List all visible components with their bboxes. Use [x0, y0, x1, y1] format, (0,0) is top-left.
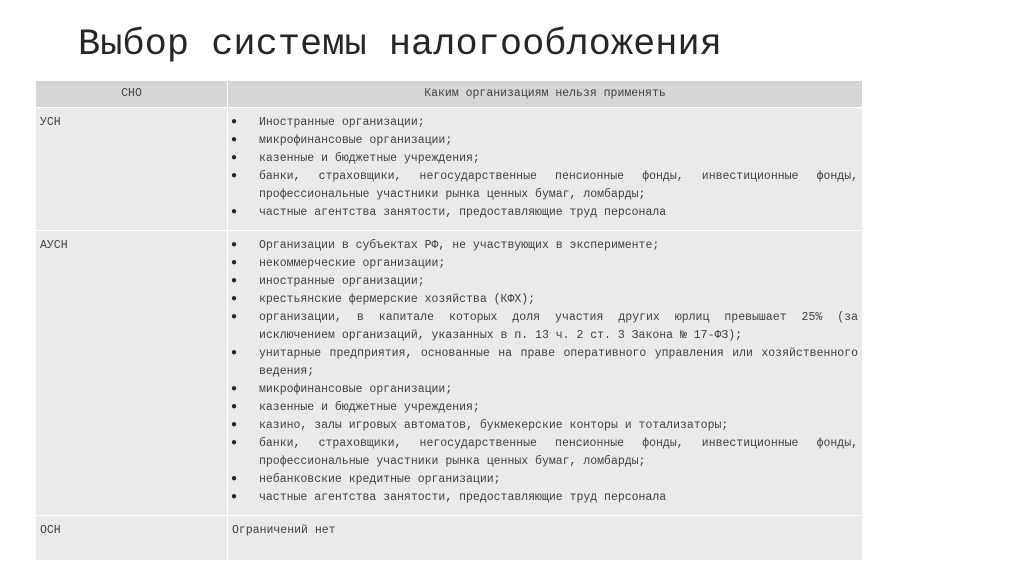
list-item — [228, 291, 858, 309]
list-item — [228, 489, 858, 507]
restriction-list-ausn — [228, 237, 858, 507]
bullet-icon: ● — [231, 294, 238, 305]
tax-system-table — [35, 80, 863, 561]
sno-name-usn: УСН — [36, 108, 228, 231]
list-item-text: казенные и бюджетные учреждения; — [259, 152, 480, 165]
table-header-row — [36, 81, 863, 108]
bullet-icon: ● — [231, 258, 238, 269]
list-item — [228, 435, 858, 471]
table-row-ausn — [36, 231, 863, 516]
list-item-text: частные агентства занятости, предоставляющие труд персонала — [259, 206, 667, 219]
list-item — [228, 309, 858, 345]
restriction-list-usn — [228, 114, 858, 222]
list-item — [228, 345, 858, 381]
table-row-osn — [36, 516, 863, 561]
bullet-icon: ● — [231, 312, 238, 323]
restrictions-osn: Ограничений нет — [228, 516, 863, 561]
bullet-icon: ● — [231, 438, 238, 449]
bullet-icon: ● — [231, 171, 238, 182]
header-restrictions: Каким организациям нельзя применять — [228, 81, 863, 108]
list-item-text: микрофинансовые организации; — [259, 383, 453, 396]
bullet-icon: ● — [231, 117, 238, 128]
bullet-icon: ● — [231, 420, 238, 431]
list-item-text: казино, залы игровых автоматов, букмекерские конторы и тотализаторы; — [259, 419, 729, 432]
sno-name-osn: ОСН — [36, 516, 228, 561]
list-item-text: некоммерческие организации; — [259, 257, 446, 270]
bullet-icon: ● — [231, 207, 238, 218]
restrictions-usn — [228, 108, 863, 231]
table-row-usn — [36, 108, 863, 231]
list-item-text: казенные и бюджетные учреждения; — [259, 401, 480, 414]
bullet-icon: ● — [231, 492, 238, 503]
bullet-icon: ● — [231, 474, 238, 485]
list-item-text: Организации в субъектах РФ, не участвующих в эксперименте; — [259, 239, 660, 252]
list-item-text: унитарные предприятия, основанные на праве оперативного управления или хозяйственного ведения; — [259, 347, 858, 378]
list-item — [228, 273, 858, 291]
bullet-icon: ● — [231, 135, 238, 146]
list-item — [228, 204, 858, 222]
bullet-icon: ● — [231, 384, 238, 395]
list-item — [228, 114, 858, 132]
header-sno: СНО — [36, 81, 228, 108]
list-item-text: банки, страховщики, негосударственные пенсионные фонды, инвестиционные фонды, профессиональные участники рынка ценных бумаг, ломбарды; — [259, 170, 858, 201]
bullet-icon: ● — [231, 276, 238, 287]
list-item — [228, 471, 858, 489]
list-item-text: частные агентства занятости, предоставляющие труд персонала — [259, 491, 667, 504]
list-item — [228, 381, 858, 399]
list-item — [228, 168, 858, 204]
list-item-text: микрофинансовые организации; — [259, 134, 453, 147]
list-item — [228, 132, 858, 150]
sno-name-ausn: АУСН — [36, 231, 228, 516]
bullet-icon: ● — [231, 402, 238, 413]
slide-title: Выбор системы налогообложения — [78, 24, 722, 66]
list-item — [228, 399, 858, 417]
list-item-text: крестьянские фермерские хозяйства (КФХ); — [259, 293, 536, 306]
list-item — [228, 150, 858, 168]
bullet-icon: ● — [231, 240, 238, 251]
list-item — [228, 255, 858, 273]
list-item-text: Иностранные организации; — [259, 116, 425, 129]
list-item-text: банки, страховщики, негосударственные пенсионные фонды, инвестиционные фонды, профессиональные участники рынка ценных бумаг, ломбарды; — [259, 437, 858, 468]
list-item-text: иностранные организации; — [259, 275, 425, 288]
bullet-icon: ● — [231, 348, 238, 359]
restrictions-ausn — [228, 231, 863, 516]
list-item — [228, 237, 858, 255]
list-item-text: небанковские кредитные организации; — [259, 473, 501, 486]
list-item — [228, 417, 858, 435]
list-item-text: организации, в капитале которых доля участия других юрлиц превышает 25% (за исключением организаций, указанных в п. 13 ч. 2 ст. 3 Закона № 17-ФЗ); — [259, 311, 858, 342]
bullet-icon: ● — [231, 153, 238, 164]
